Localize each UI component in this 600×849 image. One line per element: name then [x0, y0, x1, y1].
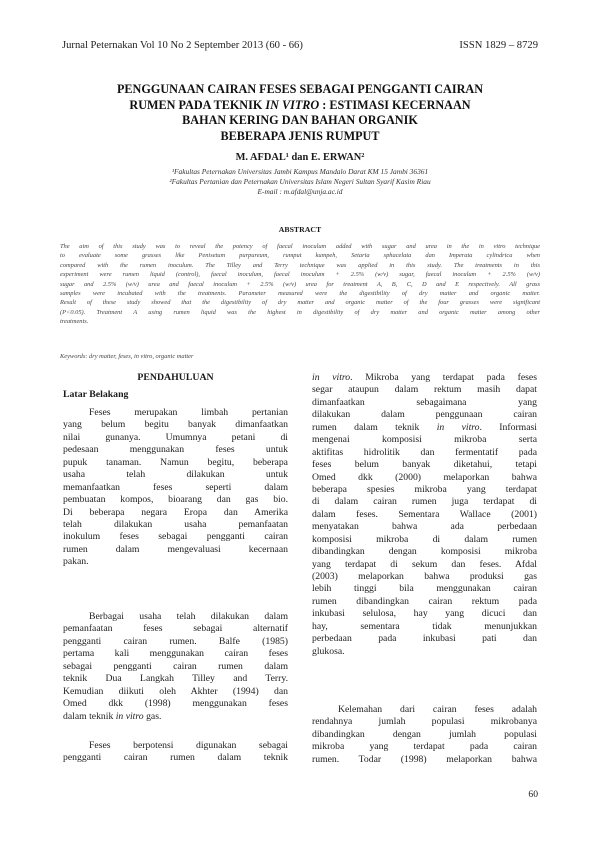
- abstract-heading: ABSTRACT: [278, 225, 322, 234]
- body-line: aktifitas hidrolitik dan fermentatif pada: [312, 446, 537, 458]
- issn: ISSN 1829 – 8729: [459, 40, 538, 51]
- abstract-body: [60, 242, 540, 327]
- body-line: pakan.: [63, 556, 89, 568]
- title-text: RUMEN PADA TEKNIK: [129, 97, 266, 112]
- body-line: rendahnya jumlah populasi mikrobanya: [312, 716, 537, 728]
- title-italic: IN VITRO: [265, 97, 320, 112]
- affiliation-line: ²Fakultas Pertanian dan Peternakan Universitas Islam Negeri Sultan Syarif Kasim Riau: [169, 177, 431, 187]
- body-line: inokulum feses sebagai pengganti cairan: [63, 531, 288, 543]
- subsection-heading: Latar Belakang: [63, 389, 129, 400]
- body-line: Feses berpotensi digunakan sebagai: [89, 740, 288, 751]
- body-line: pedesaan menggunakan feses untuk: [63, 444, 288, 456]
- body-line: pengganti cairan rumen dalam teknik: [63, 752, 288, 764]
- body-line: pembuatan kompos, bioarang dan gas bio.: [63, 494, 288, 506]
- body-line: pengganti cairan rumen. Balfe (1985): [63, 635, 288, 647]
- abstract-line: sugar and 2.5% (w/v) urea and faecal inoculum + 2.5% (w/v) urea for treatment A, B, C, D and E respectively. All grass: [60, 280, 540, 288]
- body-line: usaha telah dilakukan untuk: [63, 469, 288, 481]
- body-line: hay, sementara tidak menunjukkan: [312, 620, 537, 632]
- authors: M. AFDAL¹ dan E. ERWAN²: [235, 152, 365, 163]
- body-line: dibandingkan dengan komposisi mikroba: [312, 546, 537, 558]
- abstract-line: The aim of this study was to reveal the potency of faecal inoculum added with sugar and urea in the in vitro technique: [60, 243, 540, 250]
- body-line: dibandingkan dengan jumlah populasi: [312, 728, 537, 740]
- body-line: Omed dkk (1998) menggunakan feses: [63, 698, 288, 710]
- body-line: rumen dibandingkan cairan rektum pada: [312, 595, 537, 607]
- body-line: (2003) melaporkan bahwa produksi gas: [312, 571, 537, 582]
- body-line: telah dilakukan usaha pemanfaatan: [63, 518, 288, 530]
- title-line: BEBERAPA JENIS RUMPUT: [220, 128, 380, 143]
- body-line: Kelemahan dari cairan feses adalah: [338, 704, 537, 715]
- body-italic: in vitro: [312, 372, 351, 383]
- body-line: [312, 372, 537, 384]
- body-line: feses belum banyak diketahui, tetapi: [312, 459, 537, 471]
- title-text: : ESTIMASI KECERNAAN: [319, 97, 471, 112]
- keywords: Keywords: dry matter, feses, in vitro, organic matter: [60, 353, 194, 360]
- body-line: menyatakan bahwa ada perbedaan: [312, 521, 537, 533]
- body-line: Di beberapa negara Eropa dan Amerika: [63, 506, 288, 518]
- email-line: E-mail : m.afdal@unja.ac.id: [257, 187, 343, 197]
- body-line: mengenai komposisi mikroba serta: [312, 434, 537, 446]
- abstract-line: Result of these study showed that the digestibility of dry matter and organic matter of the four grasses were significant: [60, 299, 540, 307]
- body-line: inkubasi selulosa, hay yang dicuci dan: [312, 608, 537, 620]
- body-line: rumen dalam mengevaluasi kecernaan: [63, 543, 288, 555]
- abstract-line: compared with the rumen inoculum. The Tilley and Terry technique was applied in this study. The treatments in this: [60, 261, 540, 269]
- body-line: lebih tinggi bila menggunakan cairan: [312, 583, 537, 595]
- body-line: Feses merupakan limbah pertanian: [89, 407, 288, 418]
- body-text: . Informasi: [479, 421, 537, 433]
- body-line: di dalam cairan rumen juga terdapat di: [312, 496, 537, 508]
- body-line: memanfaatkan feses seperti dalam: [63, 481, 288, 493]
- journal-citation: Jurnal Peternakan Vol 10 No 2 September 2013 (60 - 66): [62, 40, 303, 51]
- body-line: glukosa.: [312, 645, 345, 657]
- body-line: Kemudian diikuti oleh Akhter (1994) dan: [63, 685, 288, 697]
- body-line: Berbagai usaha telah dilakukan dalam: [89, 611, 288, 622]
- paper-title: [70, 82, 530, 144]
- body-line: komposisi mikroba di dalam rumen: [312, 533, 537, 545]
- running-header: [62, 40, 538, 51]
- body-line: pemanfaatan feses sebagai alternatif: [63, 623, 288, 635]
- body-line: segar ataupun dalam rektum masih dapat: [312, 384, 537, 396]
- body-line: beberapa spesies mikroba yang terdapat: [312, 483, 537, 495]
- abstract-line: (P<0.05). Treatment A using rumen liquid was the highest in digestibility of dry matter and organic matter among other: [60, 308, 540, 316]
- body-line: rumen. Todar (1998) melaporkan bahwa: [312, 753, 537, 765]
- title-line: PENGGUNAAN CAIRAN FESES SEBAGAI PENGGANTI CAIRAN: [116, 82, 483, 96]
- page-number: 60: [528, 789, 538, 800]
- abstract-line: samples were incubated with the treatments. Parameter measured were the digestibility of dry matter and organic matter.: [60, 290, 540, 298]
- body-text: . Mikroba yang terdapat pada feses: [350, 372, 537, 383]
- body-line: teknik Dua Langkah Tilley and Terry.: [63, 673, 288, 685]
- body-line: pupuk tanaman. Namun begitu, beberapa: [63, 456, 288, 468]
- body-text: dalam teknik: [63, 710, 116, 722]
- section-heading: PENDAHULUAN: [137, 372, 214, 383]
- abstract-line: treatments.: [60, 318, 89, 326]
- body-line: nilai gunanya. Umumnya petani di: [63, 431, 288, 443]
- body-line: Omed dkk (2000) melaporkan bahwa: [312, 471, 537, 483]
- body-line: yang terdapat di sekum dan feses. Afdal: [312, 558, 537, 570]
- body-line: [312, 422, 537, 434]
- body-line: perbedaan pada inkubasi pati dan: [312, 633, 537, 645]
- body-line: [63, 711, 288, 723]
- abstract-line: experiment were rumen liquid (control), faecal inoculum, faecal inoculum + 2.5% (w/v) sugar, faecal inoculum + 2.5% (w/v): [60, 271, 540, 279]
- body-text: gas.: [143, 710, 162, 722]
- abstract-line: to evaluate some grasses like Penisetum purpureum, rumput kumpeh, Setaria sphacelata dan Imperata cylindrica when: [60, 252, 540, 260]
- body-line: sebagai pengganti cairan rumen dalam: [63, 660, 288, 672]
- body-line: dalam feses. Sementara Wallace (2001): [312, 508, 537, 520]
- title-line: BAHAN KERING DAN BAHAN ORGANIK: [182, 113, 418, 127]
- title-line: [70, 98, 530, 114]
- body-line: yang belum begitu banyak dimanfaatkan: [63, 419, 288, 431]
- body-italic: in vitro: [115, 710, 144, 722]
- body-line: dilakukan dalam penggunaan cairan: [312, 409, 537, 421]
- body-line: pertama kali menggunakan cairan feses: [63, 648, 288, 660]
- body-text: rumen dalam teknik: [312, 421, 437, 433]
- body-line: mikroba yang terdapat pada cairan: [312, 741, 537, 753]
- affiliations: [0, 167, 600, 198]
- affiliation-line: ¹Fakultas Peternakan Universitas Jambi Kampus Mandalo Darat KM 15 Jambi 36361: [171, 167, 429, 176]
- body-line: dimanfaatkan sebagaimana yang: [312, 396, 537, 408]
- body-italic: in vitro: [436, 421, 480, 433]
